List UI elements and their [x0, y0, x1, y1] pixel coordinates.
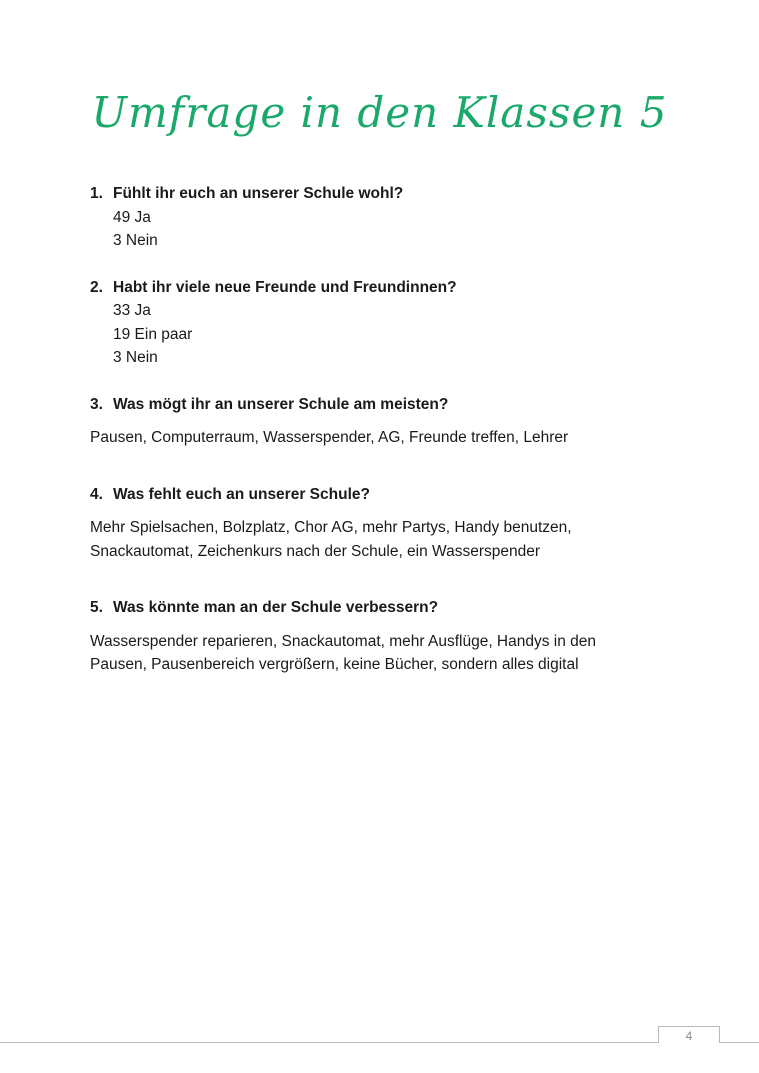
- answer-paragraph-line: Pausen, Computerraum, Wasserspender, AG, Freunde treffen, Lehrer: [90, 429, 569, 446]
- question-block-1: [90, 182, 670, 253]
- question-block-3: [90, 393, 670, 450]
- question-block-2: [90, 276, 670, 370]
- question-text: Fühlt ihr euch an unserer Schule wohl?: [113, 185, 404, 202]
- question-heading: [90, 276, 670, 300]
- answer-item: 3 Nein: [113, 349, 158, 366]
- question-block-5: [90, 596, 670, 677]
- question-heading: [90, 182, 670, 206]
- answer-item: 49 Ja: [113, 208, 151, 226]
- question-number: 5.: [90, 599, 103, 616]
- answer-paragraph-line: Wasserspender reparieren, Snackautomat, mehr Ausflüge, Handys in den: [90, 632, 597, 650]
- question-text: Was fehlt euch an unserer Schule?: [113, 485, 370, 503]
- question-heading: [90, 483, 670, 507]
- question-text: Was könnte man an der Schule verbessern?: [113, 599, 439, 616]
- answer-paragraph-line: Pausen, Pausenbereich vergrößern, keine Bücher, sondern alles digital: [90, 656, 579, 673]
- answer-item: 33 Ja: [113, 302, 151, 319]
- question-heading: [90, 596, 670, 620]
- answer-paragraph: [90, 630, 670, 677]
- answer-list: [90, 206, 670, 253]
- page-title: Umfrage in den Klassen 5: [91, 88, 668, 137]
- survey-content: [90, 182, 670, 677]
- page-number: 4: [658, 1026, 720, 1043]
- question-number: 2.: [90, 278, 103, 296]
- answer-item: 19 Ein paar: [113, 325, 193, 343]
- footer-divider: [0, 1042, 759, 1043]
- answer-paragraph: [90, 516, 670, 563]
- question-block-4: [90, 483, 670, 564]
- answer-list: [90, 299, 670, 370]
- question-text: Habt ihr viele neue Freunde und Freundinnen?: [113, 278, 457, 296]
- question-heading: [90, 393, 670, 417]
- answer-paragraph-line: Mehr Spielsachen, Bolzplatz, Chor AG, mehr Partys, Handy benutzen,: [90, 519, 572, 536]
- answer-item: 3 Nein: [113, 232, 158, 249]
- answer-paragraph-line: Snackautomat, Zeichenkurs nach der Schule, ein Wasserspender: [90, 542, 541, 560]
- question-number: 4.: [90, 485, 103, 503]
- answer-paragraph: [90, 426, 670, 450]
- question-number: 3.: [90, 395, 103, 413]
- question-number: 1.: [90, 185, 103, 202]
- question-text: Was mögt ihr an unserer Schule am meisten?: [113, 395, 449, 413]
